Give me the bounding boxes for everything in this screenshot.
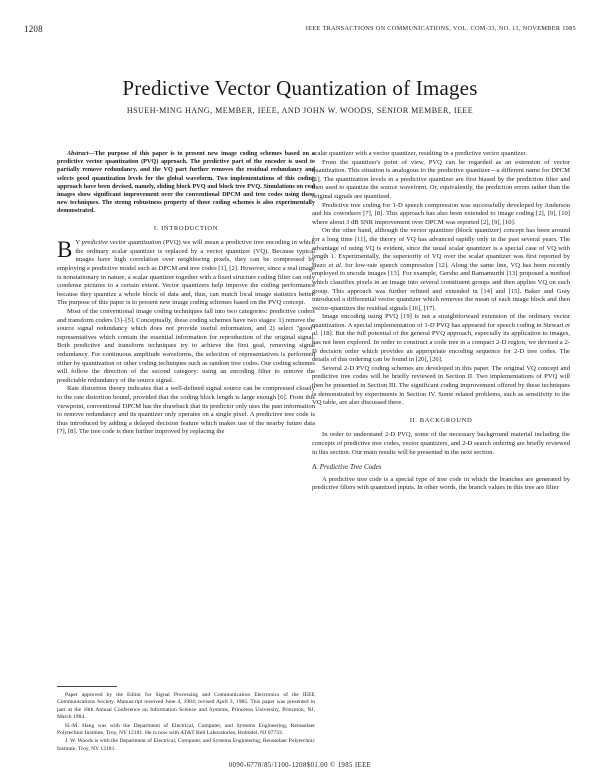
footnote-paragraph-1: Paper approved by the Editor for Signal Processing and Communication Electronics of the IEEE Communications Society. Manuscript received June 4, 1984; revised April 3, 1985. This paper was presented in part at the 18th Annual Conference on Information Science and Systems, Princeton University, Princeton, NJ, March 1984. [57, 692, 315, 721]
copyright-code: 0090-6778/85/1100-1208$01.00 © 1985 IEEE [228, 762, 372, 769]
intro-paragraph-2: Most of the conventional image coding techniques fall into two categories: predictive coders and transform coders [3]–[5]. Conceptually, these coding schemes have two stages: 1) remove the source signal redundancy which does not provide useful information, and 2) select "good" representatives which contain the essential information for reproduction of the original signal. Both predictive and transform techniques try to achieve the first goal, removing signal redundancy. For continuous amplitude waveforms, the selection of representatives is performed either by quantization or other coding techniques such as random tree codes. Our coding schemes will follow the direction of the second category: using an encoding filter to remove the predictable redundancy of the source signal. [57, 307, 315, 384]
section-heading-background: II. BACKGROUND [409, 416, 473, 424]
section-heading-introduction: I. INTRODUCTION [153, 224, 219, 232]
footnote [57, 692, 315, 754]
right-column [312, 150, 570, 493]
footnote-paragraph-2: H.-M. Hang was with the Department of Electrical, Computer, and Systems Engineering, Rensselaer Polytechnic Institute, Troy, NY 12181. He is now with AT&T Bell Laboratories, Holmdel, NJ 07733. [57, 722, 315, 737]
p5-text-b: [18]. But the full potential of the general PVQ approach, especially its application to images, has not been explored. In order to construct a code tree in a compact 2-D region, we devised a 2-D decision order which provides an appropriate encoding sequence for 2-D tree codes. The details of this ordering can be found in [20], [26]. [312, 330, 570, 364]
right-paragraph-6: Several 2-D PVQ coding schemes are developed in this paper. The original VQ concept and predictive tree codes will be briefly reviewed in Section II. Two implementations of PVQ will then be presented in Section III. The significant coding improvement offered by these techniques is demonstrated by experiments in Section IV. Some related problems, such as sensitivity to the VQ table, are also discussed there. [312, 364, 570, 407]
drop-cap: B [57, 237, 73, 263]
author-line: HSUEH-MING HANG, MEMBER, IEEE, AND JOHN W. WOODS, SENIOR MEMBER, IEEE [126, 106, 474, 115]
intro-p1-text-a: Y [75, 239, 82, 247]
right-paragraph-3: Predictive tree coding for 1-D speech compression was successfully developed by Anderson and his coworkers [7], [8]. This approach has also been extended to image coding [2], [9], [10] where about 3 dB SNR improvement over DPCM was reported [2], [9], [10]. [312, 201, 570, 226]
right-paragraph-4 [312, 227, 570, 313]
intro-paragraph-1 [57, 239, 315, 308]
subsection-heading-predictive-tree-codes: A. Predictive Tree Codes [312, 463, 382, 472]
footnote-rule [57, 686, 117, 687]
page-number: 1208 [24, 24, 43, 34]
right-paragraph-1: scalar quantizer with a vector quantizer, resulting in a predictive vector quantizer. [312, 150, 527, 157]
abstract-text: —The purpose of this paper is to present new image coding schemes based on a predictive vector quantization (PVQ) approach. The predictive part of the encoder is used to partially remove redundancy, and the VQ part further removes the residual redundancy and selects good quantization levels for the global waveform. Two implementations of this coding approach have been devised, namely, sliding block PVQ and block tree PVQ. Simulations on real images show significant improvement over the conventional DPCM and tree codes using these new techniques. The strong robustness property of these coding schemes is also experimentally demonstrated. [57, 150, 315, 215]
footnote-paragraph-3: J. W. Woods is with the Department of Electrical, Computer, and Systems Engineering, Rensselaer Polytechnic Institute, Troy, NY 12181. [57, 738, 315, 752]
intro-paragraph-3: Rate distortion theory indicates that a well-defined signal source can be compressed closely to the rate distortion bound, provided that the coding block length is large enough [6]. From this viewpoint, conventional DPCM has the drawback that its predictor only uses the past information to remove redundancy and its quantizer only operates on a single pixel. A predictive tree code is thus introduced by adding a delayed decision feature which makes use of the nearby future data [7], [8]. The tree code is then further improved by replacing the [57, 385, 315, 436]
abstract [57, 150, 315, 216]
p4-text-a: On the other hand, although the vector quantizer (block quantizer) concept has been around for a long time [11], the theory of VQ has advanced rapidly only in the past several years. The advantage of using VQ is evident, since the usual scalar quantizer is a special case of VQ with length 1. Experimentally, the superiority of VQ over the scalar quantizer was first reported by Buzo [312, 227, 570, 269]
running-head [24, 24, 576, 36]
left-column [57, 150, 315, 437]
p4-text-b: for low-rate speech compression [12]. Along the same line, VQ has been recently employed to encode images [13]. For example, Gersho and Ramamurthi [13] proposed a method which classifies pixels in an image into several constituent groups and then applies VQ on each group. This approach was further refined and extended in [14] and [15]. Baker and Gray introduced a differential vector quantizer which removes the mean of each image block and then vector-quantizes the residual signals [16], [17]. [312, 261, 570, 312]
paper-title: Predictive Vector Quantization of Images [122, 76, 478, 100]
background-paragraph-1: In order to understand 2-D PVQ, some of the necessary background material including the concepts of predictive tree codes, vector quantizers, and 2-D search ordering are briefly reviewed in this section. Our main results will be presented in the next section. [312, 431, 570, 456]
abstract-label: Abstract [67, 150, 89, 157]
intro-p1-text-b: (PVQ) we will mean a predictive tree encoding in which the ordinary scalar quantizer is replaced by a vector quantizer (VQ). Because typical images have high correlation over neighboring pixels, they can be compressed by employing a predictive model such as DPCM and tree codes [1], [2]. However, since a real image is nonstationary in nature, a scalar quantizer together with a fixed structure coding filter can only condense pictures to a certain extent. Vector quantizers help improve the coding performance because they quantize a whole block of data and, thus, can match local image statistics better. The purpose of this paper is to present new image coding schemes based on the PVQ concept. [57, 239, 315, 307]
journal-line: IEEE TRANSACTIONS ON COMMUNICATIONS, VOL. COM-33, NO. 11, NOVEMBER 1985 [305, 25, 576, 32]
background-paragraph-2: A predictive tree code is a special type of tree code in which the branches are generated by predictive filters with quantized inputs. In other words, the branch values in this tree are filter [312, 475, 570, 492]
p5-text-a: Image encoding using PVQ [19] is not a straightforward extension of the ordinary vector quantization. A special implementation of 1-D PVQ has appeared for speech coding in Stewart [312, 313, 570, 329]
p5-emphasis: et al. [312, 321, 570, 338]
p4-emphasis: et al. [328, 261, 343, 269]
right-paragraph-2: From the quantizer's point of view, PVQ can be regarded as an extension of vector quantization. This situation is analogous to the predictive quantizer—a different name for DPCM [1]. The quantization levels in a predictive quantizer are first biased by the prediction filter and then used to quantize the source waveform. Or, equivalently, the prediction errors rather than the original signals are quantized. [312, 158, 570, 200]
right-paragraph-5 [312, 313, 570, 365]
intro-p1-emphasis: predictive vector quantization [81, 239, 162, 247]
